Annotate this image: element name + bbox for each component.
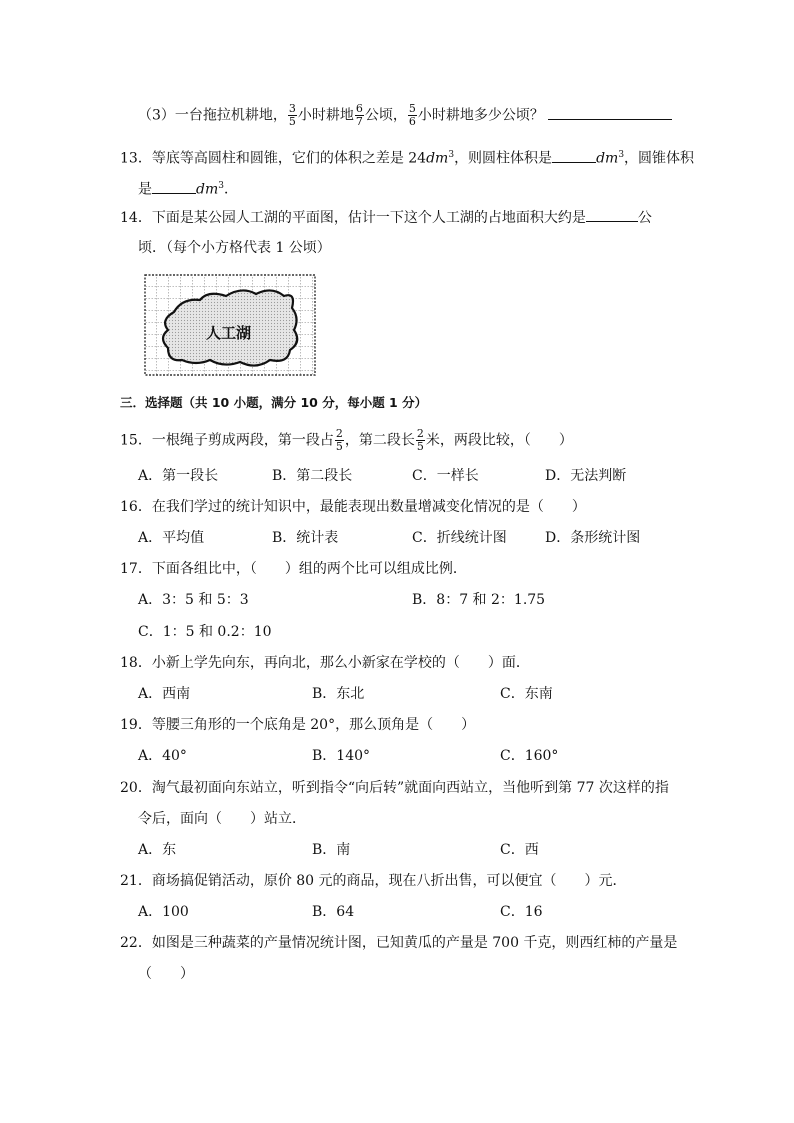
fraction: $\frac{3}{5}$ [288,102,296,128]
answer-blank[interactable] [152,179,196,194]
question-18: 18．小新上学先向东，再向北，那么小新家在学校的（ ）面． [120,655,530,671]
question-19: 19．等腰三角形的一个底角是 20°，那么顶角是（ ） [120,717,476,733]
answer-blank[interactable] [586,207,638,222]
question-16: 16．在我们学过的统计知识中，最能表现出数量增减变化情况的是（ ） [120,499,586,515]
question-17: 17．下面各组比中，（ ）组的两个比可以组成比例． [120,561,467,577]
q15-option-d[interactable]: D．无法判断 [545,468,627,484]
q21-option-b[interactable]: B．64 [312,904,355,920]
q15-option-b[interactable]: B．第二段长 [272,468,353,484]
question-21: 21．商场搞促销活动，原价 80 元的商品，现在八折出售，可以便宜（ ）元． [120,873,627,889]
question-15: 15．一根绳子剪成两段，第一段占 $\frac{2}{5}$ ，第二段长 $\frac{2}{5}$ 米，两段比较，（ ） [120,427,573,453]
q21-option-c[interactable]: C．16 [500,904,543,920]
answer-blank[interactable] [548,105,672,120]
q18-option-b[interactable]: B．东北 [312,686,365,702]
q17-option-a[interactable]: A．3：5 和 5：3 [138,592,249,608]
q20-option-b[interactable]: B．南 [312,842,351,858]
question-14-line-2: 顷．（每个小方格代表 1 公顷） [138,240,331,256]
q16-option-d[interactable]: D．条形统计图 [545,530,641,546]
q19-option-b[interactable]: B．140° [312,748,371,764]
q17-option-c[interactable]: C．1：5 和 0.2：10 [138,624,272,640]
q19-option-a[interactable]: A．40° [138,748,187,764]
section-title: 三．选择题（共 10 小题，满分 10 分，每小题 1 分） [120,395,428,410]
question-20-line-2: 令后，面向（ ）站立． [138,811,306,827]
q16-option-b[interactable]: B．统计表 [272,530,339,546]
q20-option-c[interactable]: C．西 [500,842,539,858]
question-14-line-1: 14．下面是某公园人工湖的平面图，估计一下这个人工湖的占地面积大约是 公 [120,207,652,228]
lake-label: 人工湖 [206,324,252,342]
question-12-part-3: （3）一台拖拉机耕地， $\frac{3}{5}$ 小时耕地 $\frac{6}{7}$ 公顷， $\frac{5}{6}$ 小时耕地多少公顷？ [138,103,672,128]
q20-option-a[interactable]: A．东 [138,842,177,858]
q18-option-a[interactable]: A．西南 [138,686,191,702]
q19-option-c[interactable]: C．160° [500,748,559,764]
lake-grid-figure [144,274,318,378]
question-22-line-1: 22．如图是三种蔬菜的产量情况统计图，已知黄瓜的产量是 700 千克，则西红柿的产量是 [120,935,678,951]
question-13-line-2: 是 $dm^3$． [138,176,238,200]
fraction: $\frac{2}{5}$ [335,427,343,453]
question-22-line-2: （ ） [138,966,194,982]
q17-option-b[interactable]: B．8：7 和 2：1.75 [412,592,546,608]
answer-blank[interactable] [552,148,596,163]
q16-option-c[interactable]: C．折线统计图 [412,530,507,546]
fraction: $\frac{2}{5}$ [416,427,424,453]
q15-option-c[interactable]: C．一样长 [412,468,479,484]
fraction: $\frac{5}{6}$ [408,102,416,128]
question-20-line-1: 20．淘气最初面向东站立，听到指令“向后转”就面向西站立，当他听到第 77 次这样的指 [120,780,669,796]
fraction: $\frac{6}{7}$ [355,102,363,128]
question-13-line-1: 13．等底等高圆柱和圆锥，它们的体积之差是 $24dm^3$，则圆柱体积是 $dm^3$，圆锥体积 [120,145,694,169]
q16-option-a[interactable]: A．平均值 [138,530,205,546]
q18-option-c[interactable]: C．东南 [500,686,553,702]
q21-option-a[interactable]: A．100 [138,904,189,920]
q15-option-a[interactable]: A．第一段长 [138,468,219,484]
